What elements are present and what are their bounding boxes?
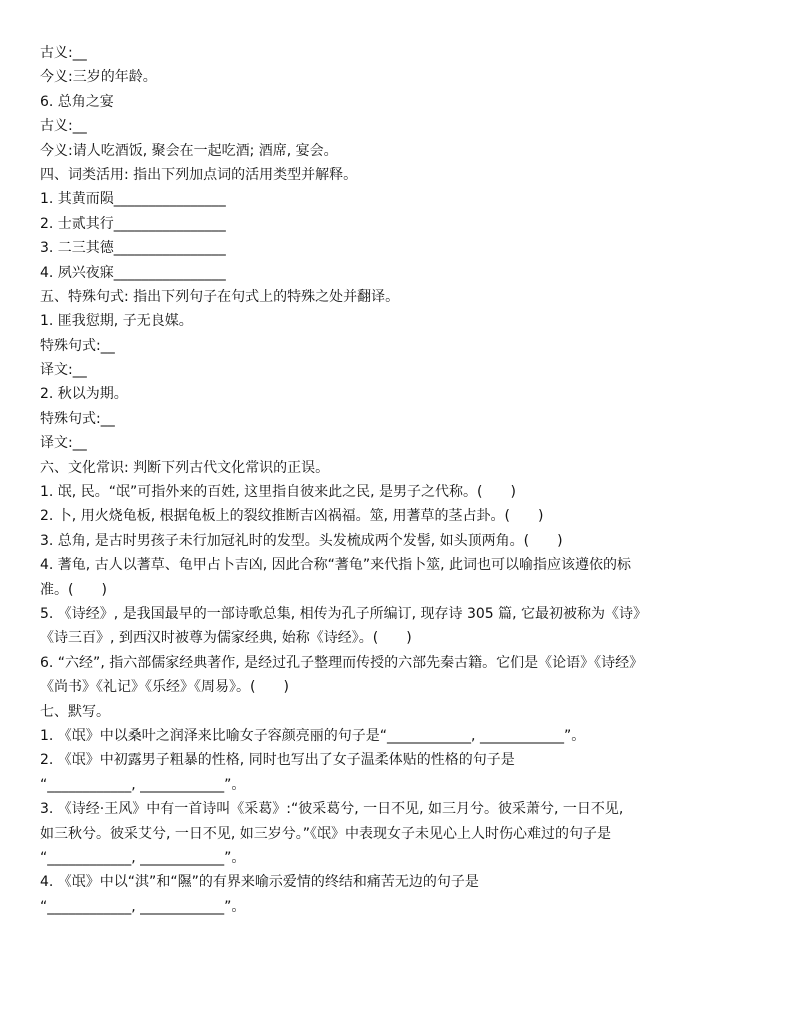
answer-blank-line: “____________, ____________”。 xyxy=(40,849,246,866)
question-line: 《尚书》《礼记》《乐经》《周易》。( ) xyxy=(40,679,289,696)
question-line: 2. 士贰其行________________ xyxy=(40,215,226,232)
section-heading: 七、默写。 xyxy=(40,703,110,720)
question-line: 3. 总角, 是古时男孩子未行加冠礼时的发型。头发梳成两个发髻, 如头顶两角。( ) xyxy=(40,532,563,549)
section-heading: 五、特殊句式: 指出下列句子在句式上的特殊之处并翻译。 xyxy=(40,288,400,305)
section-heading: 六、文化常识: 判断下列古代文化常识的正误。 xyxy=(40,459,330,476)
answer-line: 特殊句式:__ xyxy=(40,337,115,354)
text-line: 今义:请人吃酒饭, 聚会在一起吃酒; 酒席, 宴会。 xyxy=(40,142,338,159)
document-page xyxy=(40,41,780,919)
question-line: 1. 《氓》中以桑叶之润泽来比喻女子容颜亮丽的句子是“____________, ____________”。 xyxy=(40,727,586,744)
text-line: 今义:三岁的年龄。 xyxy=(40,69,157,86)
question-line: 3. 《诗经·王风》中有一首诗叫《采葛》:“彼采葛兮, 一日不见, 如三月兮。彼采萧兮, 一日不见, xyxy=(40,801,624,818)
answer-line: 译文:__ xyxy=(40,435,87,452)
answer-blank-line: “____________, ____________”。 xyxy=(40,776,246,793)
answer-line: 古义:__ xyxy=(40,118,87,135)
question-line: 4. 夙兴夜寐________________ xyxy=(40,264,226,281)
question-line: 2. 卜, 用火烧龟板, 根据龟板上的裂纹推断吉凶祸福。筮, 用蓍草的茎占卦。( ) xyxy=(40,508,544,525)
answer-line: 古义:__ xyxy=(40,45,87,61)
question-line: 准。( ) xyxy=(40,581,107,598)
question-line: 6. 总角之宴 xyxy=(40,93,114,110)
question-line: 5. 《诗经》, 是我国最早的一部诗歌总集, 相传为孔子所编订, 现存诗 305 篇, 它最初被称为《诗》 xyxy=(40,605,648,622)
question-line: 如三秋兮。彼采艾兮, 一日不见, 如三岁兮。”《氓》中表现女子未见心上人时伤心难过的句子是 xyxy=(40,825,612,842)
question-line: 6. “六经”, 指六部儒家经典著作, 是经过孔子整理而传授的六部先秦古籍。它们是《论语》《诗经》 xyxy=(40,654,644,671)
question-line: 1. 氓, 民。“氓”可指外来的百姓, 这里指自彼来此之民, 是男子之代称。( ) xyxy=(40,484,516,501)
question-line: 1. 匪我愆期, 子无良媒。 xyxy=(40,313,193,330)
question-line: 3. 二三其德________________ xyxy=(40,240,226,257)
question-line: 2. 《氓》中初露男子粗暴的性格, 同时也写出了女子温柔体贴的性格的句子是 xyxy=(40,752,515,769)
answer-line: 特殊句式:__ xyxy=(40,410,115,427)
question-line: 《诗三百》, 到西汉时被尊为儒家经典, 始称《诗经》。( ) xyxy=(40,630,412,647)
question-line: 2. 秋以为期。 xyxy=(40,386,128,403)
question-line: 4. 蓍龟, 古人以蓍草、龟甲占卜吉凶, 因此合称“蓍龟”来代指卜筮, 此词也可以喻指应该遵依的标 xyxy=(40,557,632,574)
question-line: 1. 其黄而陨________________ xyxy=(40,191,226,208)
question-line: 4. 《氓》中以“淇”和“隰”的有界来喻示爱情的终结和痛苦无边的句子是 xyxy=(40,874,479,891)
answer-line: 译文:__ xyxy=(40,362,87,379)
answer-blank-line: “____________, ____________”。 xyxy=(40,898,246,915)
section-heading: 四、词类活用: 指出下列加点词的活用类型并解释。 xyxy=(40,166,358,183)
